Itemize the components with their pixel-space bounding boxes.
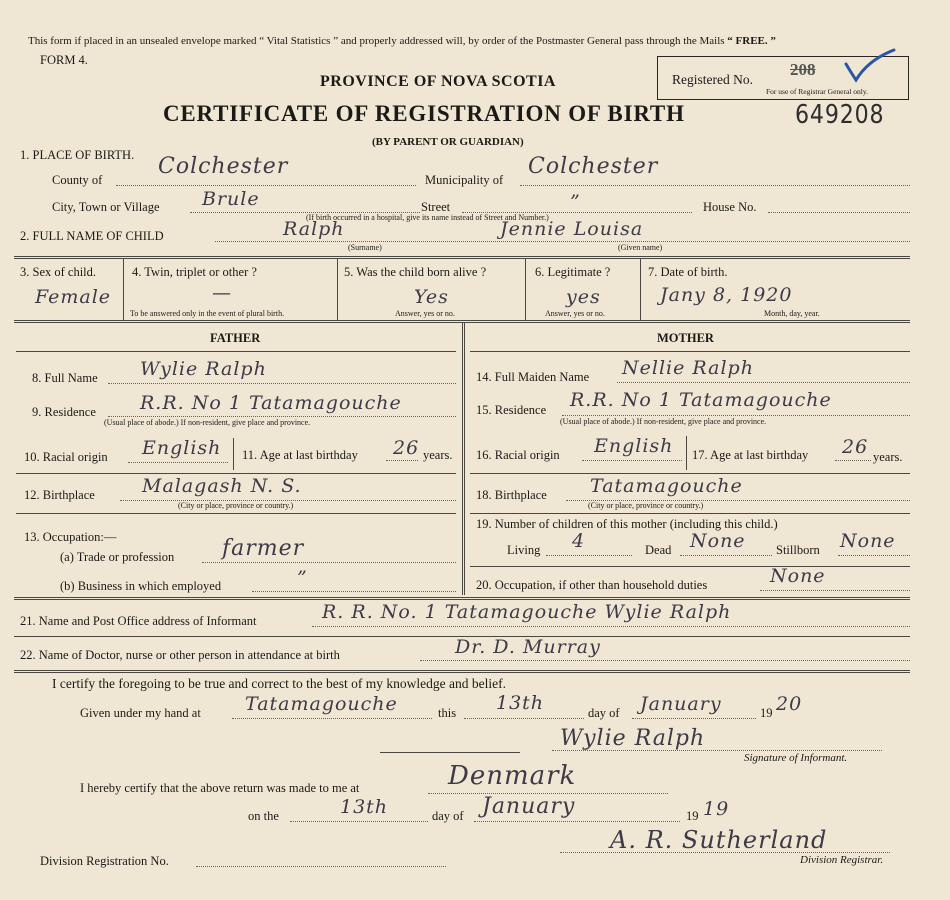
city-value: Brule <box>202 188 260 210</box>
registrar-signature-label: Division Registrar. <box>800 854 884 866</box>
street-value: ” <box>570 191 581 213</box>
informant-label: 21. Name and Post Office address of Informant <box>20 614 257 628</box>
date-of-birth-note: Month, day, year. <box>764 309 820 318</box>
certify-statement: I certify the foregoing to be true and correct to the best of my knowledge and belief. <box>52 676 506 691</box>
living-value: 4 <box>572 530 586 552</box>
mother-occupation-label: 20. Occupation, if other than household duties <box>476 578 708 592</box>
trade-label: (a) Trade or profession <box>60 550 175 564</box>
dead-label: Dead <box>645 543 672 557</box>
stillborn-label: Stillborn <box>776 543 820 557</box>
living-label: Living <box>507 543 541 557</box>
mother-racial-value: English <box>594 435 674 457</box>
business-value: ” <box>297 567 308 589</box>
child-name-label: 2. FULL NAME OF CHILD <box>20 229 164 243</box>
father-name-label: 8. Full Name <box>32 371 98 385</box>
stamped-number: 649208 <box>795 100 885 130</box>
twin-label: 4. Twin, triplet or other ? <box>132 265 257 279</box>
father-residence-value: R.R. No 1 Tatamagouche <box>140 392 402 414</box>
sex-label: 3. Sex of child. <box>20 265 97 279</box>
mother-birthplace-label: 18. Birthplace <box>476 488 547 502</box>
stillborn-value: None <box>840 530 896 552</box>
municipality-label: Municipality of <box>425 173 504 187</box>
date-of-birth-label: 7. Date of birth. <box>648 265 728 279</box>
certificate-subtitle: (BY PARENT OR GUARDIAN) <box>372 136 524 148</box>
mother-birthplace-note: (City or place, province or country.) <box>588 501 704 510</box>
father-years-label: years. <box>423 448 453 462</box>
place-of-birth-label: 1. PLACE OF BIRTH. <box>20 148 135 162</box>
informant-value: R. R. No. 1 Tatamagouche Wylie Ralph <box>322 601 732 623</box>
father-birthplace-label: 12. Birthplace <box>24 488 95 502</box>
mother-years-label: years. <box>873 450 903 464</box>
mother-heading: MOTHER <box>657 331 714 345</box>
child-surname-value: Ralph <box>283 218 345 240</box>
mother-occupation-value: None <box>770 565 826 587</box>
legitimate-label: 6. Legitimate ? <box>535 265 611 279</box>
registrar-signature: A. R. Sutherland <box>610 826 828 854</box>
legitimate-note: Answer, yes or no. <box>545 309 605 318</box>
city-label: City, Town or Village <box>52 200 160 214</box>
father-birthplace-note: (City or place, province or country.) <box>178 501 294 510</box>
registered-number-value: 208 <box>790 60 816 79</box>
mother-age-label: 17. Age at last birthday <box>692 448 809 462</box>
postal-notice-text: This form if placed in an unsealed envelope marked “ Vital Statistics ” and properly addressed will, by order of the Postmaster General pass through the Mails <box>28 35 725 47</box>
hospital-note: (If birth occurred in a hospital, give its name instead of Street and Number.) <box>306 213 549 222</box>
business-label: (b) Business in which employed <box>60 579 222 593</box>
trade-value: farmer <box>222 536 305 561</box>
registrar-statement: I hereby certify that the above return was made to me at <box>80 781 360 795</box>
mother-birthplace-value: Tatamagouche <box>590 475 743 497</box>
cert-day-of-label: day of <box>588 706 620 720</box>
municipality-value: Colchester <box>528 154 659 179</box>
cert-day-value: 13th <box>496 692 545 714</box>
given-name-note: (Given name) <box>618 243 663 252</box>
father-residence-note: (Usual place of abode.) If non-resident, give place and province. <box>104 418 311 427</box>
registrar-use-note: For use of Registrar General only. <box>766 87 868 96</box>
registrar-month-value: January <box>482 794 576 819</box>
county-value: Colchester <box>158 154 289 179</box>
house-number-label: House No. <box>703 200 757 214</box>
father-birthplace-value: Malagash N. S. <box>142 475 302 497</box>
surname-note: (Surname) <box>348 243 382 252</box>
cert-month-value: January <box>640 693 722 715</box>
twin-value: — <box>212 282 232 304</box>
sex-value: Female <box>35 286 112 308</box>
checkmark-icon <box>840 46 900 86</box>
given-under-label: Given under my hand at <box>80 706 201 720</box>
informant-signature: Wylie Ralph <box>560 726 706 751</box>
registrar-year-value: 19 <box>703 798 730 820</box>
father-age-label: 11. Age at last birthday <box>242 448 358 462</box>
registrar-day-value: 13th <box>340 796 389 818</box>
doctor-value: Dr. D. Murray <box>455 636 601 658</box>
child-given-name-value: Jennie Louisa <box>500 218 644 240</box>
legitimate-value: yes <box>566 286 601 308</box>
postal-notice-free: “ FREE. ” <box>727 35 776 47</box>
given-place-value: Tatamagouche <box>245 693 398 715</box>
children-count-label: 19. Number of children of this mother (including this child.) <box>476 517 778 531</box>
this-label: this <box>438 706 457 720</box>
county-label: County of <box>52 173 103 187</box>
mother-residence-label: 15. Residence <box>476 403 547 417</box>
twin-note: To be answered only in the event of plural birth. <box>130 309 285 318</box>
registrar-year-prefix: 19 <box>686 809 699 823</box>
form-number: FORM 4. <box>40 53 88 67</box>
father-residence-label: 9. Residence <box>32 405 96 419</box>
occupation-label: 13. Occupation:— <box>24 530 117 544</box>
cert-year-value: 20 <box>776 693 803 715</box>
certificate-title: CERTIFICATE OF REGISTRATION OF BIRTH <box>163 101 685 126</box>
mother-name-value: Nellie Ralph <box>622 357 754 379</box>
mother-age-value: 26 <box>842 436 869 458</box>
cert-year-prefix: 19 <box>760 706 773 720</box>
father-racial-value: English <box>142 437 222 459</box>
registrar-place-value: Denmark <box>448 761 577 791</box>
mother-residence-note: (Usual place of abode.) If non-resident, give place and province. <box>560 417 767 426</box>
province-heading: PROVINCE OF NOVA SCOTIA <box>320 73 556 90</box>
father-heading: FATHER <box>210 331 261 345</box>
father-name-value: Wylie Ralph <box>140 358 267 380</box>
father-age-value: 26 <box>393 437 420 459</box>
doctor-label: 22. Name of Doctor, nurse or other person in attendance at birth <box>20 648 340 662</box>
street-label: Street <box>421 200 451 214</box>
dead-value: None <box>690 530 746 552</box>
registered-number-label: Registered No. <box>672 72 753 87</box>
mother-racial-label: 16. Racial origin <box>476 448 560 462</box>
postal-notice <box>28 35 776 47</box>
on-the-label: on the <box>248 809 279 823</box>
informant-signature-label: Signature of Informant. <box>744 752 848 764</box>
registrar-day-of-label: day of <box>432 809 464 823</box>
date-of-birth-value: Jany 8, 1920 <box>660 284 793 306</box>
born-alive-note: Answer, yes or no. <box>395 309 455 318</box>
born-alive-value: Yes <box>414 286 449 308</box>
mother-name-label: 14. Full Maiden Name <box>476 370 590 384</box>
division-number-label: Division Registration No. <box>40 854 169 868</box>
father-racial-label: 10. Racial origin <box>24 450 108 464</box>
mother-residence-value: R.R. No 1 Tatamagouche <box>570 389 832 411</box>
born-alive-label: 5. Was the child born alive ? <box>344 265 487 279</box>
